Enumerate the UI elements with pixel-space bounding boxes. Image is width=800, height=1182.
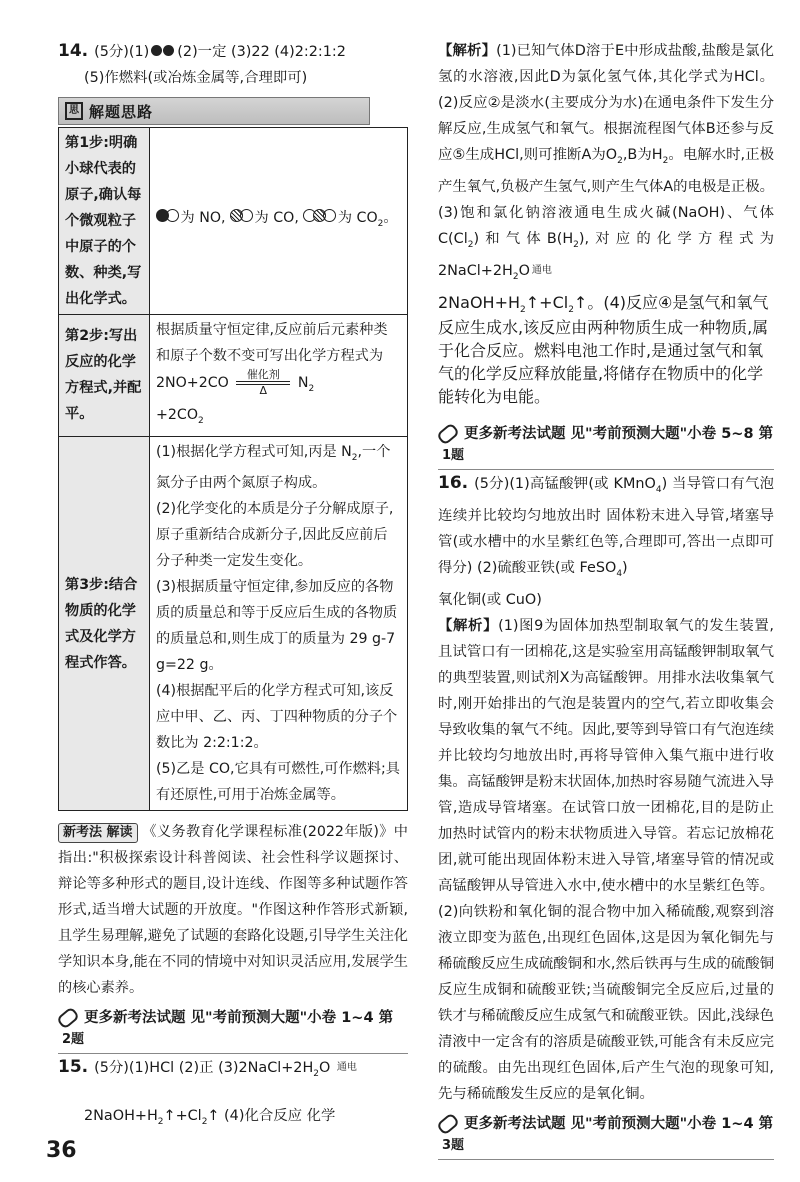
q15-line2: $2NaOH+H_2↑+Cl_2↑$ (4)化合反应 化学 <box>84 1108 336 1128</box>
co2-molecule-icon <box>303 205 333 231</box>
q16-answer: 16. (5分)(1)高锰酸钾(或 KMnO$_4$) 当导管口有气泡连续并比较均匀地放出时 固体粉末进入导管,堵塞导管(或水槽中的水呈紫红色等,合理即可,答出一点即可得分) (2)硫酸亚铁(或 FeSO$_4$) 氧化铜(或 CuO) <box>438 472 774 608</box>
step-row <box>59 436 408 811</box>
co-molecule-icon <box>230 205 250 231</box>
step-content: 为 NO, 为 CO, 为 $CO_2$。 <box>150 128 408 315</box>
black-balls-icon <box>151 39 175 65</box>
right-column: 【解析】(1)已知气体D溶于E中形成盐酸,盐酸是氯化氢的水溶液,因此D为氯化氢气体,其化学式为HCl。(2)反应②是淡水(主要成分为水)在通电条件下发生分解反应,生成氢气和氧气。根据流程图气体B还参与反应⑤生成HCl,则可推断A为$O_2,B$为$H_2$。电解水时,正极产生氧气,负极产生氢气,则产生气体A的电极是正极。(3)饱和氯化钠溶液通电生成火碱(NaOH)、气体$C(Cl_2)$和气体$B(H_2)$,对应的化学方程式为 $2NaCl+2H_2O$ 通电 $2NaOH+H_2↑+Cl_2↑$。(4)反应④是氢气和氧气反应生成水,该反应由两种物质生成一种物质,属于化合反应。燃料电池工作时,是通过氢气和氧气的化学反应释放能量,将储存在物质中的化学能转化为电能。 更多新考法试题 见"考前预测大题"小卷 5~8 第 1题 16. (5分)(1)高锰酸钾(或 KMnO$_4$) 当导管口有气泡连续并比较均匀地放出时 固体粉末进入导管,堵塞导管(或水槽中的水呈紫红色等,合理即可,答出一点即可得分) (2)硫酸亚铁(或 FeSO$_4$) 氧化铜(或 CuO) 【解析】(1)图9为固体加热型制取氧气的发生装置,且试管口有一团棉花,这是实验室用高锰酸钾制取氧气的典型装置,则试剂X为高锰酸钾。用排水法收集氧气时,刚开始排出的气泡是装置内的空气,若立即收集会导致收集的氧气不纯。因此,要等到导管口有气泡连续并比较均匀地放出时,再将导管伸入集气瓶中进行收集。高锰酸钾是粉末状固体,加热时容易随气流进入导管,造成导管堵塞。在试管口放一团棉花,目的是防止加热时试管内的粉末状物质进入导管。若忘记放棉花团,就可能出现固体粉末进入导管,堵塞导管的情况或高锰酸钾从导管进入水中,使水槽中的水呈紫红色等。(2)向铁粉和氧化铜的混合物中加入稀硫酸,观察到溶液立即变为蓝色,出现红色固体,这是因为氧化铜先与稀硫酸反应生成硫酸铜和水,然后铁再与生成的硫酸铜反应生成铜和硫酸亚铁;当硫酸铜完全反应后,过量的铁才与稀硫酸反应生成氢气和硫酸亚铁。因此,浅绿色清液中一定含有的溶质是硫酸亚铁,可能含有未反应完的硫酸。由先出现红色固体,后产生气泡的现象可知,先与稀硫酸发生反应的是氧化铜。 更多新考法试题 见"考前预测大题"小卷 1~4 第 3题 <box>438 38 774 1160</box>
solution-steps-table <box>58 127 408 811</box>
step-row <box>59 315 408 437</box>
q15-analysis: 【解析】(1)已知气体D溶于E中形成盐酸,盐酸是氯化氢的水溶液,因此D为氯化氢气体,其化学式为HCl。(2)反应②是淡水(主要成分为水)在通电条件下发生分解反应,生成氢气和氧气。根据流程图气体B还参与反应⑤生成HCl,则可推断A为$O_2,B$为$H_2$。电解水时,正极产生氧气,负极产生氢气,则产生气体A的电极是正极。(3)饱和氯化钠溶液通电生成火碱(NaOH)、气体$C(Cl_2)$和气体$B(H_2)$,对应的化学方程式为 $2NaCl+2H_2O$ 通电 <box>438 43 774 282</box>
solution-banner: 思 解题思路 <box>58 97 370 125</box>
idea-icon: 思 <box>65 102 83 120</box>
q14-line2: (5)作燃料(或冶炼金属等,合理即可) <box>84 70 308 86</box>
step-row <box>59 128 408 315</box>
step-content: (1)根据化学方程式可知,丙是 $N_2$,一个氮分子由两个氮原子构成。 (2)化学变化的本质是分子分解成原子,原子重新结合成新分子,因此反应前后分子种类一定发生变化。 (3)根据质量守恒定律,参加反应的各物质的质量总和等于反应后生成的各物质的质量总和,则生成丁的质量为 29 g-7 g=22 g。 (4)根据配平后的化学方程式可知,该反应中甲、乙、丙、丁四种物质的分子个数比为 2:2:1:2。 (5)乙是 CO,它具有可燃性,可作燃料;具有还原性,可用于冶炼金属等。 <box>150 436 408 811</box>
step-content: 根据质量守恒定律,反应前后元素种类和原子个数不变可写出化学方程式为 2NO+2CO 催化剂 Δ $N_2$ $+2CO_2$ <box>150 315 408 437</box>
step-label: 第3步:结合物质的化学式及化学方程式作答。 <box>59 436 150 811</box>
q15-line1: 15. (5分)(1)HCl (2)正 $(3)2NaCl+2H_2O$ 通电 <box>58 1057 357 1080</box>
paperclip-icon <box>436 1112 460 1136</box>
q16-analysis: 【解析】(1)图9为固体加热型制取氧气的发生装置,且试管口有一团棉花,这是实验室用高锰酸钾制取氧气的典型装置,则试剂X为高锰酸钾。用排水法收集氧气时,刚开始排出的气泡是装置内的空气,若立即收集会导致收集的氧气不纯。因此,要等到导管口有气泡连续并比较均匀地放出时,再将导管伸入集气瓶中进行收集。高锰酸钾是粉末状固体,加热时容易随气流进入导管,造成导管堵塞。在试管口放一团棉花,目的是防止加热时试管内的粉末状物质进入导管。若忘记放棉花团,就可能出现固体粉末进入导管,堵塞导管的情况或高锰酸钾从导管进入水中,使水槽中的水呈紫红色等。(2)向铁粉和氧化铜的混合物中加入稀硫酸,观察到溶液立即变为蓝色,出现红色固体,这是因为氧化铜先与稀硫酸反应生成硫酸铜和水,然后铁再与生成的硫酸铜反应生成铜和硫酸亚铁;当硫酸铜完全反应后,过量的铁才与稀硫酸反应生成氢气和硫酸亚铁。因此,浅绿色清液中一定含有的溶质是硫酸亚铁,可能含有未反应完的硫酸。由先出现红色固体,后产生气泡的现象可知,先与稀硫酸发生反应的是氧化铜。 <box>438 617 774 1102</box>
paperclip-icon <box>56 1007 80 1031</box>
more-questions-link[interactable]: 更多新考法试题 见"考前预测大题"小卷 1~4 第 3题 <box>438 1113 774 1160</box>
question-number: 14. <box>58 41 89 61</box>
paperclip-icon <box>436 422 460 446</box>
reaction-condition: 催化剂 Δ <box>236 369 290 397</box>
new-exam-badge: 新考法 解读 <box>58 823 138 843</box>
new-exam-note: 新考法 解读 《义务教育化学课程标准(2022年版)》中指出:"积极探索设计科普阅读、社会性科学议题探讨、辩论等多种形式的题目,设计连线、作图等多种试题作答形式,适当增大试题的开放度。"作图这种作答形式新颖,且学生易理解,避免了试题的套路化设题,引导学生关注化学知识本身,能在不同的情境中对知识灵活应用,发展学生的核心素养。 <box>58 824 408 997</box>
more-questions-link[interactable]: 更多新考法试题 见"考前预测大题"小卷 1~4 第 2题 <box>58 1007 408 1054</box>
reaction-condition: 通电 <box>531 264 552 276</box>
step-label: 第2步:写出反应的化学方程式,并配平。 <box>59 315 150 437</box>
reaction-condition: 通电 <box>336 1062 357 1074</box>
step-label: 第1步:明确小球代表的原子,确认每个微观粒子中原子的个数、种类,写出化学式。 <box>59 128 150 315</box>
page-number: 36 <box>46 1138 77 1163</box>
left-column <box>58 38 408 1135</box>
more-questions-link[interactable]: 更多新考法试题 见"考前预测大题"小卷 5~8 第 1题 <box>438 423 774 470</box>
no-molecule-icon <box>156 205 176 231</box>
q14-line1: 14. (5分)(1) (2)一定 (3)22 (4)2:2:1:2 <box>58 38 408 65</box>
